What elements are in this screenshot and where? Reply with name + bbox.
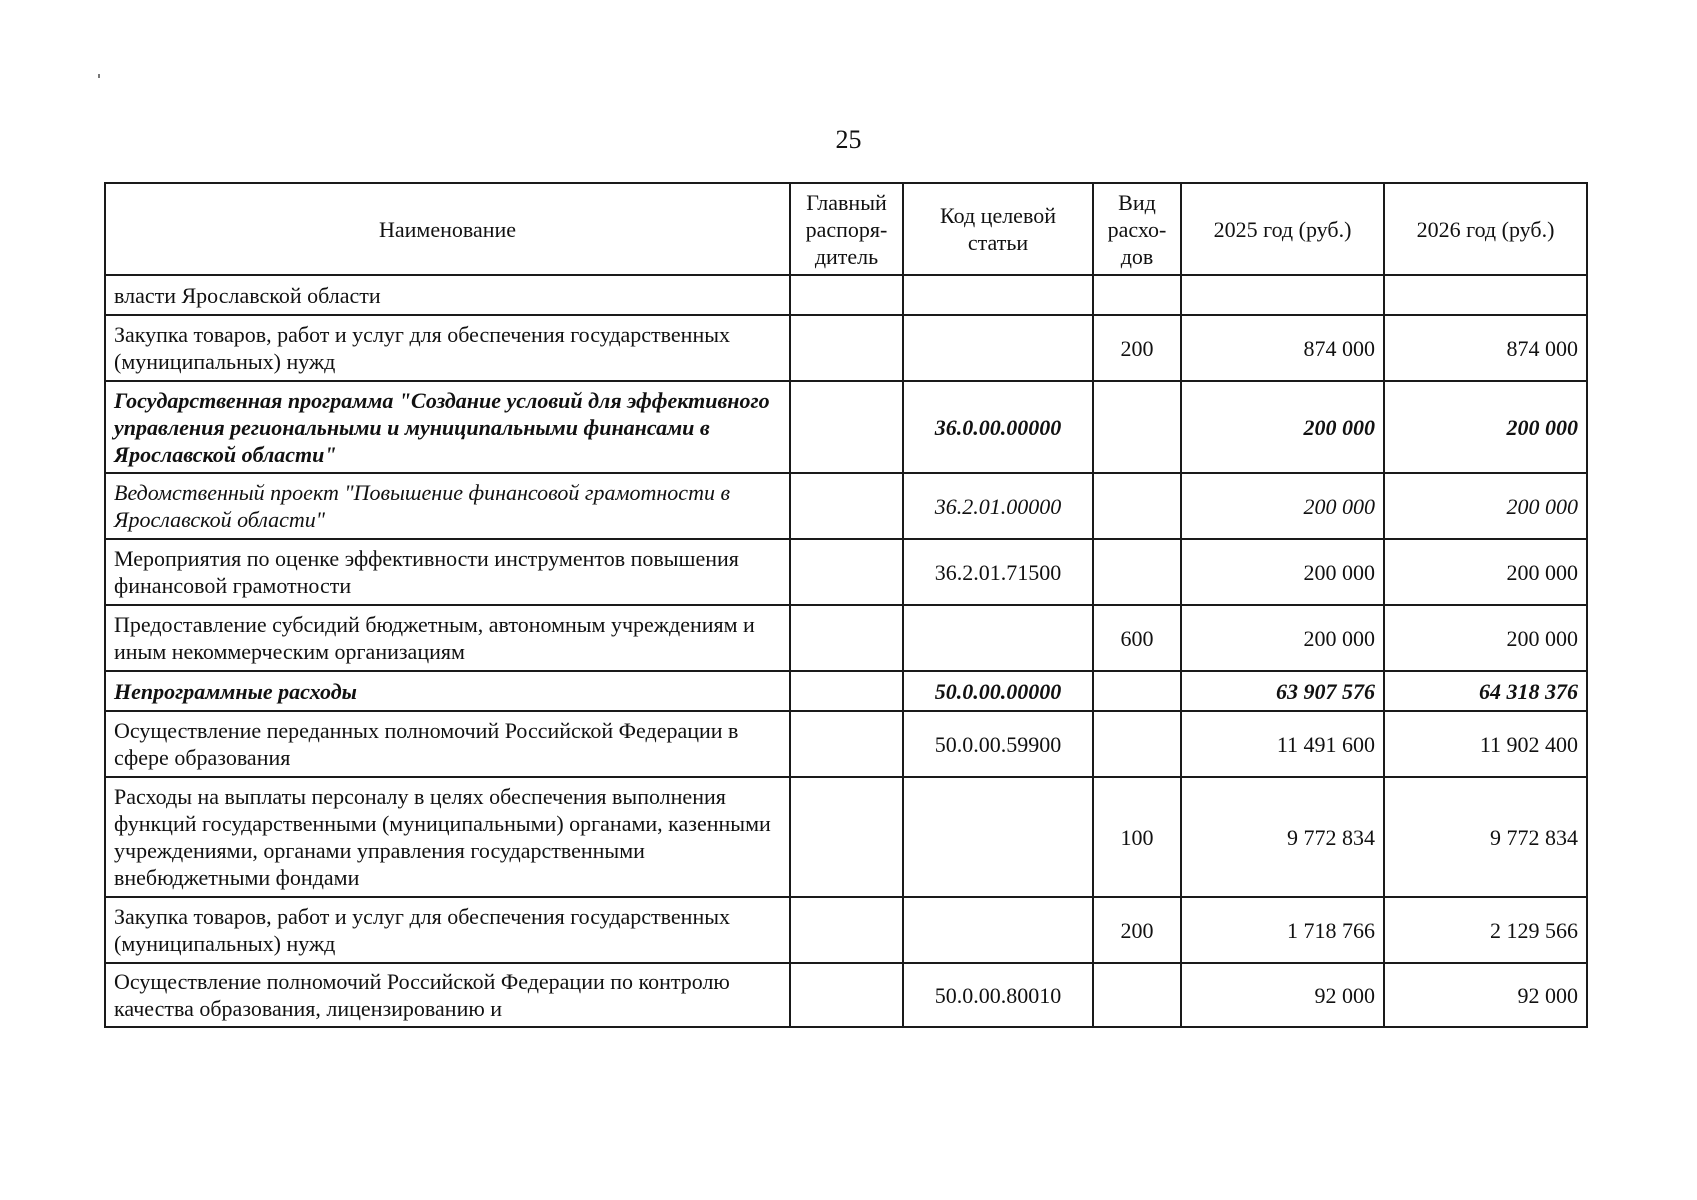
row-admin-cell [790,777,903,897]
budget-table [104,182,1588,1028]
table-row [105,897,1587,963]
row-kind-cell [1093,473,1181,539]
table-row [105,671,1587,711]
row-admin-cell [790,473,903,539]
row-admin-cell [790,381,903,473]
row-2026-amount-cell: 200 000 [1384,381,1587,473]
row-code-cell [903,275,1093,315]
row-2025-amount-cell: 200 000 [1181,381,1384,473]
row-kind-cell [1093,671,1181,711]
row-name-cell: Предоставление субсидий бюджетным, автономным учреждениям и иным некоммерческим организациям [105,605,790,671]
row-kind-cell: 100 [1093,777,1181,897]
row-admin-cell [790,897,903,963]
row-name-cell: Ведомственный проект "Повышение финансовой грамотности в Ярославской области" [105,473,790,539]
row-kind-cell [1093,963,1181,1027]
header-kind: Вид расхо-дов [1093,183,1181,275]
row-admin-cell [790,671,903,711]
row-2026-amount-cell: 200 000 [1384,473,1587,539]
row-kind-cell [1093,381,1181,473]
row-2026-amount-cell [1384,275,1587,315]
table-row [105,539,1587,605]
row-code-cell [903,897,1093,963]
table-row [105,315,1587,381]
table-row [105,777,1587,897]
table-row [105,381,1587,473]
row-2025-amount-cell: 1 718 766 [1181,897,1384,963]
row-admin-cell [790,315,903,381]
row-kind-cell [1093,275,1181,315]
row-name-cell: Мероприятия по оценке эффективности инструментов повышения финансовой грамотности [105,539,790,605]
row-2025-amount-cell: 11 491 600 [1181,711,1384,777]
row-2026-amount-cell: 2 129 566 [1384,897,1587,963]
header-code: Код целевой статьи [903,183,1093,275]
row-2025-amount-cell: 92 000 [1181,963,1384,1027]
row-2026-amount-cell: 92 000 [1384,963,1587,1027]
row-code-cell: 50.0.00.00000 [903,671,1093,711]
row-kind-cell: 600 [1093,605,1181,671]
row-name-cell: Закупка товаров, работ и услуг для обеспечения государственных (муниципальных) нужд [105,315,790,381]
row-2025-amount-cell: 9 772 834 [1181,777,1384,897]
row-code-cell: 36.2.01.00000 [903,473,1093,539]
header-year-2026: 2026 год (руб.) [1384,183,1587,275]
row-kind-cell [1093,539,1181,605]
row-2026-amount-cell: 11 902 400 [1384,711,1587,777]
row-kind-cell [1093,711,1181,777]
table-row [105,711,1587,777]
row-2025-amount-cell [1181,275,1384,315]
row-2025-amount-cell: 874 000 [1181,315,1384,381]
table-row [105,275,1587,315]
row-2025-amount-cell: 200 000 [1181,473,1384,539]
row-name-cell: Осуществление полномочий Российской Федерации по контролю качества образования, лицензированию и [105,963,790,1027]
header-year-2025: 2025 год (руб.) [1181,183,1384,275]
row-2025-amount-cell: 200 000 [1181,605,1384,671]
header-admin: Главный распоря-дитель [790,183,903,275]
row-admin-cell [790,275,903,315]
table-body [105,275,1587,1027]
row-2026-amount-cell: 874 000 [1384,315,1587,381]
row-code-cell [903,605,1093,671]
row-2025-amount-cell: 63 907 576 [1181,671,1384,711]
row-code-cell: 36.0.00.00000 [903,381,1093,473]
row-kind-cell: 200 [1093,897,1181,963]
row-name-cell: Осуществление переданных полномочий Российской Федерации в сфере образования [105,711,790,777]
row-2026-amount-cell: 64 318 376 [1384,671,1587,711]
row-name-cell: Государственная программа "Создание условий для эффективного управления региональными и муниципальными финансами в Ярославской области" [105,381,790,473]
row-admin-cell [790,963,903,1027]
row-name-cell: Закупка товаров, работ и услуг для обеспечения государственных (муниципальных) нужд [105,897,790,963]
row-name-cell: Непрограммные расходы [105,671,790,711]
row-code-cell: 50.0.00.80010 [903,963,1093,1027]
row-code-cell: 50.0.00.59900 [903,711,1093,777]
page-number: 25 [835,125,862,154]
row-kind-cell: 200 [1093,315,1181,381]
table-row [105,605,1587,671]
row-2026-amount-cell: 200 000 [1384,539,1587,605]
row-name-cell: власти Ярославской области [105,275,790,315]
row-admin-cell [790,605,903,671]
table-row [105,473,1587,539]
row-code-cell [903,315,1093,381]
row-name-cell: Расходы на выплаты персоналу в целях обеспечения выполнения функций государственными (муниципальными) органами, казенными учреждениями, органами управления государственными внебюджетными фондами [105,777,790,897]
row-code-cell: 36.2.01.71500 [903,539,1093,605]
row-admin-cell [790,539,903,605]
row-2026-amount-cell: 9 772 834 [1384,777,1587,897]
row-2025-amount-cell: 200 000 [1181,539,1384,605]
table-header-row [105,183,1587,275]
header-name: Наименование [105,183,790,275]
table-row [105,963,1587,1027]
scan-speck [98,74,100,78]
row-2026-amount-cell: 200 000 [1384,605,1587,671]
row-admin-cell [790,711,903,777]
row-code-cell [903,777,1093,897]
